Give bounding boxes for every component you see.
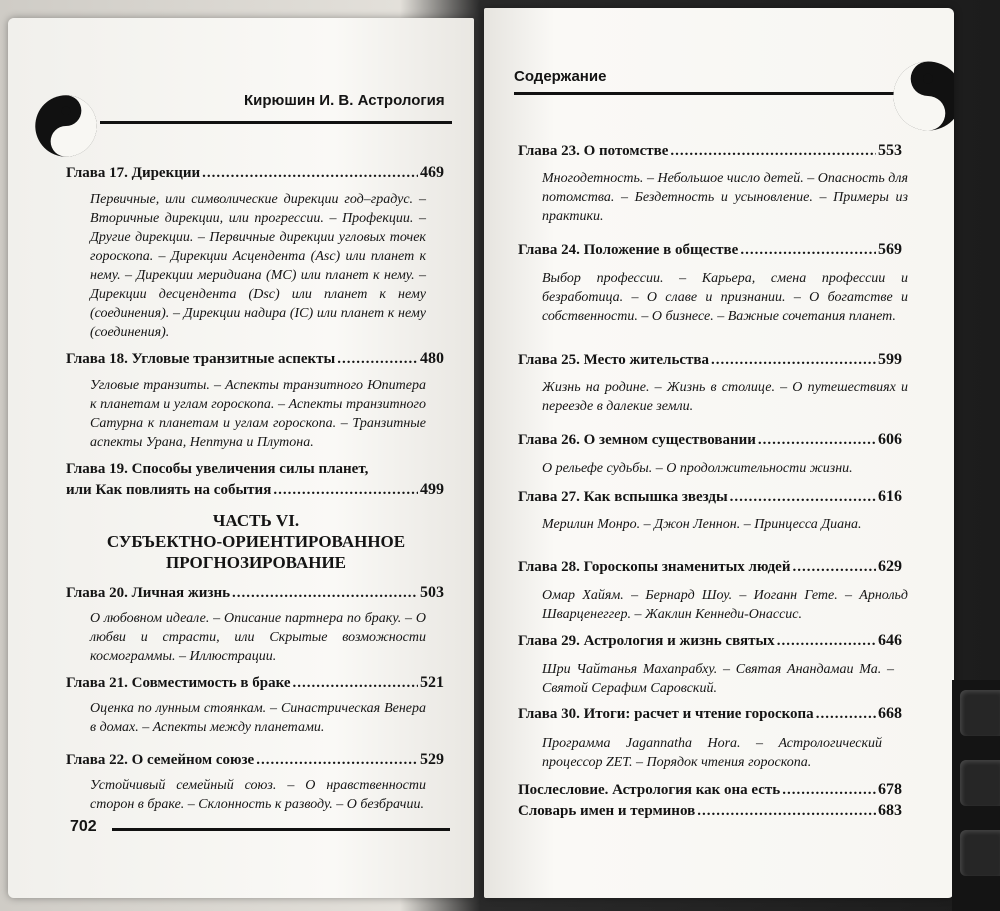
toc-entry <box>66 584 444 602</box>
chapter-title-line1: Глава 19. Способы увеличения силы планет, <box>66 461 369 477</box>
leader-dots <box>256 752 418 769</box>
leader-dots <box>293 675 419 692</box>
chapter-description: Мерилин Монро. – Джон Леннон. – Принцесса Диана. <box>542 517 862 532</box>
leader-dots <box>232 585 418 602</box>
page-ref: 683 <box>878 802 902 819</box>
page-number: 702 <box>70 818 97 835</box>
chapter-title: Глава 24. Положение в обществе <box>518 242 739 258</box>
chapter-description: Многодетность. – Небольшое число детей. – Опасность для потомства. – Бездетность и усыновление. – Примеры из практики. <box>542 171 908 224</box>
chapter-description: Оценка по лунным стоянкам. – Синастрическая Венера в домах. – Аспекты между планетами. <box>90 701 426 735</box>
right-page <box>484 8 954 898</box>
chapter-title: или Как повлиять на события <box>66 482 272 498</box>
page-ref: 668 <box>878 705 902 722</box>
part-heading <box>68 510 444 573</box>
toc-entry <box>518 705 902 723</box>
chapter-description: Выбор профессии. – Карьера, смена профессии и безработица. – О славе и признании. – О богатстве и собственности. – О бизнесе. – Важные сочетания планет. <box>542 271 908 324</box>
chapter-title: Глава 17. Дирекции <box>66 165 201 181</box>
toc-entry <box>518 802 902 820</box>
leader-dots <box>273 482 418 499</box>
running-header: Кирюшин И. В. Астрология <box>244 92 445 109</box>
toc-entry-line1 <box>66 461 444 478</box>
leader-dots <box>670 143 876 160</box>
leader-dots <box>792 559 876 576</box>
chapter-description: Омар Хайям. – Бернард Шоу. – Иоганн Гете. – Арнольд Шварценеггер. – Жаклин Кеннеди-Онассис. <box>542 588 908 622</box>
page-ref: 606 <box>878 431 902 448</box>
chapter-title: Глава 22. О семейном союзе <box>66 752 255 768</box>
leader-dots <box>816 706 876 723</box>
page-ref: 599 <box>878 351 902 368</box>
toc-entry <box>66 350 444 368</box>
chapter-description: О рельефе судьбы. – О продолжительности жизни. <box>542 461 853 476</box>
chapter-title: Глава 29. Астрология и жизнь святых <box>518 633 775 649</box>
toc-entry <box>518 781 902 799</box>
chapter-title: Послесловие. Астрология как она есть <box>518 782 781 798</box>
chapter-description: Программа Jagannatha Hora. – Астрологический процессор ZET. – Порядок чтения гороскопа. <box>542 736 882 770</box>
leader-dots <box>777 633 876 650</box>
leader-dots <box>740 242 876 259</box>
toc-entry <box>66 674 444 692</box>
toc-entry <box>518 142 902 160</box>
chapter-title: Глава 20. Личная жизнь <box>66 585 231 601</box>
page-ref: 646 <box>878 632 902 649</box>
toc-entry <box>518 351 902 369</box>
chapter-title: Глава 30. Итоги: расчет и чтение гороскопа <box>518 706 814 722</box>
chapter-title: Глава 21. Совместимость в браке <box>66 675 291 691</box>
chapter-title: Глава 26. О земном существовании <box>518 432 756 448</box>
toc-entry <box>518 632 902 650</box>
running-header: Содержание <box>514 68 607 85</box>
toc-entry <box>66 481 444 499</box>
leader-dots <box>337 351 418 368</box>
leader-dots <box>758 432 876 449</box>
page-ref: 678 <box>878 781 902 798</box>
toc-entry <box>518 558 902 576</box>
yin-yang-icon <box>892 60 954 132</box>
page-ref: 503 <box>420 584 444 601</box>
header-rule <box>514 92 904 95</box>
part-title-line2: ПРОГНОЗИРОВАНИЕ <box>165 553 347 572</box>
binder-clip <box>960 830 1000 876</box>
leader-dots <box>711 352 876 369</box>
leader-dots <box>202 165 418 182</box>
toc-entry <box>66 164 444 182</box>
page-ref: 569 <box>878 241 902 258</box>
chapter-title: Глава 27. Как вспышка звезды <box>518 489 728 505</box>
chapter-title: Глава 28. Гороскопы знаменитых людей <box>518 559 791 575</box>
page-ref: 499 <box>420 481 444 498</box>
chapter-title: Словарь имен и терминов <box>518 803 696 819</box>
toc-entry <box>66 751 444 769</box>
toc-entry <box>518 431 902 449</box>
toc-entry <box>518 241 902 259</box>
part-number: ЧАСТЬ VI. <box>212 511 300 530</box>
leader-dots <box>782 782 876 799</box>
footer-rule <box>112 828 450 831</box>
book-cover-edge <box>952 680 1000 911</box>
chapter-description: Шри Чайтанья Махапрабху. – Святая Анандамаи Ма. – Святой Серафим Саровский. <box>542 662 894 696</box>
chapter-title: Глава 25. Место жительства <box>518 352 710 368</box>
binder-clip <box>960 690 1000 736</box>
left-page <box>8 18 474 898</box>
page-ref: 480 <box>420 350 444 367</box>
page-ref: 529 <box>420 751 444 768</box>
chapter-title: Глава 23. О потомстве <box>518 143 669 159</box>
page-ref: 521 <box>420 674 444 691</box>
page-ref: 629 <box>878 558 902 575</box>
chapter-description: Первичные, или символические дирекции год–градус. – Вторичные дирекции, или прогрессии. – Профекции. – Другие дирекции. – Первичные дирекции угловых точек гороскопа. – Дирекции Асцендента (Asc) или планет к нему. – Дирекции меридиана (MC) или планет к нему. – Дирекции десцендента (Dsc) или планет к нему (соединения). – Дирекции надира (IC) или планет к нему (соединения). <box>90 192 426 340</box>
chapter-title: Глава 18. Угловые транзитные аспекты <box>66 351 336 367</box>
chapter-description: О любовном идеале. – Описание партнера по браку. – О любви и страсти, или Скрытые возможности космограммы. – Иллюстрации. <box>90 611 426 664</box>
header-rule <box>100 121 452 124</box>
page-ref: 469 <box>420 164 444 181</box>
chapter-description: Жизнь на родине. – Жизнь в столице. – О путешествиях и переезде в далекие земли. <box>542 380 908 414</box>
page-ref: 553 <box>878 142 902 159</box>
leader-dots <box>697 803 876 820</box>
toc-entry <box>518 488 902 506</box>
chapter-description: Угловые транзиты. – Аспекты транзитного Юпитера к планетам и углам гороскопа. – Аспекты транзитного Сатурна к планетам и углам гороскопа. – Транзитные аспекты Урана, Нептуна и Плутона. <box>90 378 426 450</box>
binder-clip <box>960 760 1000 806</box>
page-ref: 616 <box>878 488 902 505</box>
chapter-description: Устойчивый семейный союз. – О нравственности сторон в браке. – Склонность к разводу. – О безбрачии. <box>90 778 426 812</box>
part-title-line1: СУБЪЕКТНО-ОРИЕНТИРОВАННОЕ <box>106 532 406 551</box>
yin-yang-icon <box>34 94 98 158</box>
leader-dots <box>730 489 876 506</box>
